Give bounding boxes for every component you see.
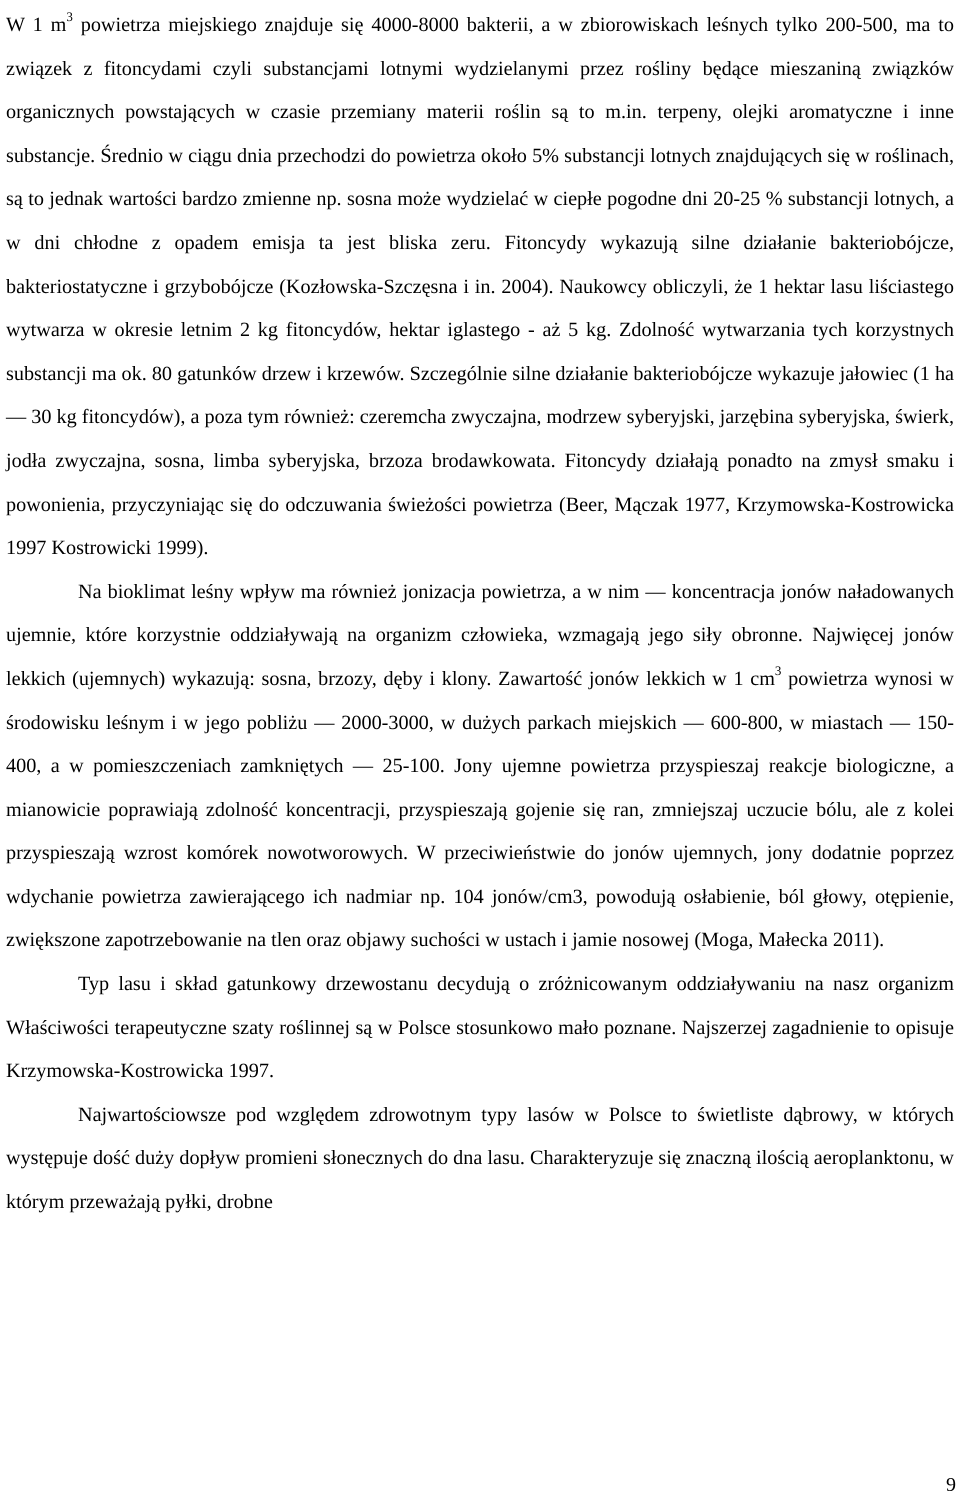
paragraph-1-text-rest: powietrza miejskiego znajduje się 4000-8000 bakterii, a w zbiorowiskach leśnych tylko 200-500, ma to związek z fitoncydami czyli substancjami lotnymi wydzielanymi przez rośliny będące mieszaniną związków organicznych powstających w czasie przemiany materii roślin są to m.in. terpeny, olejki aromatyczne i inne substancje. Średnio w ciągu dnia przechodzi do powietrza około 5% substancji lotnych znajdujących się w roślinach, są to jednak wartości bardzo zmienne np. sosna może wydzielać w ciepłe pogodne dni 20-25 % substancji lotnych, a w dni chłodne z opadem emisja ta jest bliska zeru. Fitoncydy wykazują silne działanie bakteriobójcze, bakteriostatyczne i grzybobójcze (Kozłowska-Szczęsna i in. 2004). Naukowcy obliczyli, że 1 hektar lasu liściastego wytwarza w okresie letnim 2 kg fitoncydów, hektar iglastego - aż 5 kg. Zdolność wytwarzania tych korzystnych substancji ma ok. 80 gatunków drzew i krzewów. Szczególnie silne działanie bakteriobójcze wykazuje jałowiec (1 ha — 30 kg fitoncydów), a poza tym również: czeremcha zwyczajna, modrzew syberyjski, jarzębina syberyjska, świerk, jodła zwyczajna, sosna, limba syberyjska, brzoza brodawkowata. Fitoncydy działają ponadto na zmysł smaku i powonienia, przyczyniając się do odczuwania świeżości powietrza (Beer, Mączak 1977, Krzymowska-Kostrowicka 1997 Kostrowicki 1999). (6, 14, 954, 560)
paragraph-oak-forests (6, 1094, 954, 1225)
paragraph-2-text-start: Na bioklimat leśny wpływ ma również jonizacja powietrza, a w nim — koncentracja jonów naładowanych ujemnie, które korzystnie oddziaływają na organizm człowieka, wzmagają jego siły obronne. Najwięcej jonów lekkich (ujemnych) wykazują: sosna, brzozy, dęby i klony. Zawartość jonów lekkich w 1 cm (6, 580, 954, 690)
page-number: 9 (946, 1474, 956, 1496)
paragraph-3-text: Typ lasu i skład gatunkowy drzewostanu decydują o zróżnicowanym oddziaływaniu na nasz organizm Właściwości terapeutyczne szaty roślinnej są w Polsce stosunkowo mało poznane. Najszerzej zagadnienie to opisuje Krzymowska-Kostrowicka 1997. (6, 973, 954, 1083)
paragraph-ionization (6, 571, 954, 963)
superscript-cubic: 3 (774, 663, 782, 679)
paragraph-phytoncides (6, 4, 954, 571)
paragraph-4-text: Najwartościowsze pod względem zdrowotnym typy lasów w Polsce to świetliste dąbrowy, w których występuje dość duży dopływ promieni słonecznych do dna lasu. Charakteryzuje się znaczną ilością aeroplanktonu, w którym przeważają pyłki, drobne (6, 1103, 954, 1214)
document-page (6, 4, 954, 1225)
paragraph-forest-type (6, 963, 954, 1094)
paragraph-1-text-start: W 1 m (6, 14, 67, 36)
superscript-cubic: 3 (66, 9, 73, 25)
paragraph-2-text-rest: powietrza wynosi w środowisku leśnym i w jego pobliżu — 2000-3000, w dużych parkach miejskich — 600-800, w miastach — 150-400, a w pomieszczeniach zamkniętych — 25-100. Jony ujemne powietrza przyspieszaj reakcje biologiczne, a mianowicie poprawiają zdolność koncentracji, przyspieszają gojenie się ran, zmniejszaj uczucie bólu, ale z kolei przyspieszają wzrost komórek nowotworowych. W przeciwieństwie do jonów ujemnych, jony dodatnie poprzez wdychanie powietrza zawierającego ich nadmiar np. 104 jonów/cm3, powodują osłabienie, ból głowy, otępienie, zwiększone zapotrzebowanie na tlen oraz objawy suchości w ustach i jamie nosowej (Moga, Małecka 2011). (6, 667, 955, 952)
